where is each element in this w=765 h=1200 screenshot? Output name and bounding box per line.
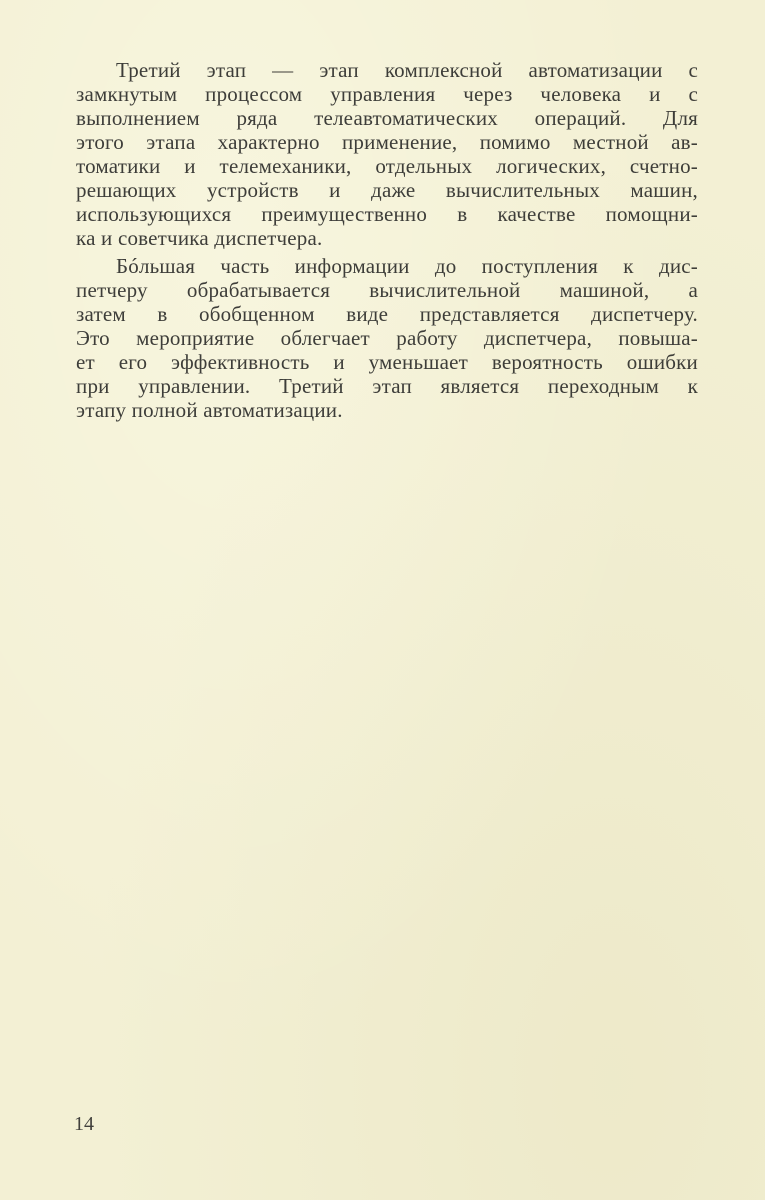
paragraph-1-line-4: этого этапа характерно применение, помимо местной ав-: [76, 130, 698, 154]
paragraph-2-line-6: при управлении. Третий этап является переходным к: [76, 374, 698, 398]
paragraph-2-line-2: петчеру обрабатывается вычислительной машиной, а: [76, 278, 698, 302]
paragraph-2-line-4: Это мероприятие облегчает работу диспетчера, повыша-: [76, 326, 698, 350]
paragraph-1-line-6: решающих устройств и даже вычислительных машин,: [76, 178, 698, 202]
paragraph-1-line-5: томатики и телемеханики, отдельных логических, счетно-: [76, 154, 698, 178]
paragraph-1-line-2: замкнутым процессом управления через человека и с: [76, 82, 698, 106]
page-number: 14: [74, 1113, 94, 1135]
paragraph-2-line-3: затем в обобщенном виде представляется диспетчеру.: [76, 302, 698, 326]
paragraph-2-line-1: Бóльшая часть информации до поступления к дис-: [116, 254, 698, 278]
paragraph-2-line-7: этапу полной автоматизации.: [76, 398, 343, 422]
paragraph-1-line-7: использующихся преимущественно в качестве помощни-: [76, 202, 698, 226]
paragraph-2-line-5: ет его эффективность и уменьшает вероятность ошибки: [76, 350, 698, 374]
paragraph-1-line-8: ка и советчика диспетчера.: [76, 226, 323, 250]
paragraph-1-line-3: выполнением ряда телеавтоматических операций. Для: [76, 106, 698, 130]
paragraph-1-line-1: Третий этап — этап комплексной автоматизации с: [116, 58, 698, 82]
body-text: [76, 58, 698, 422]
